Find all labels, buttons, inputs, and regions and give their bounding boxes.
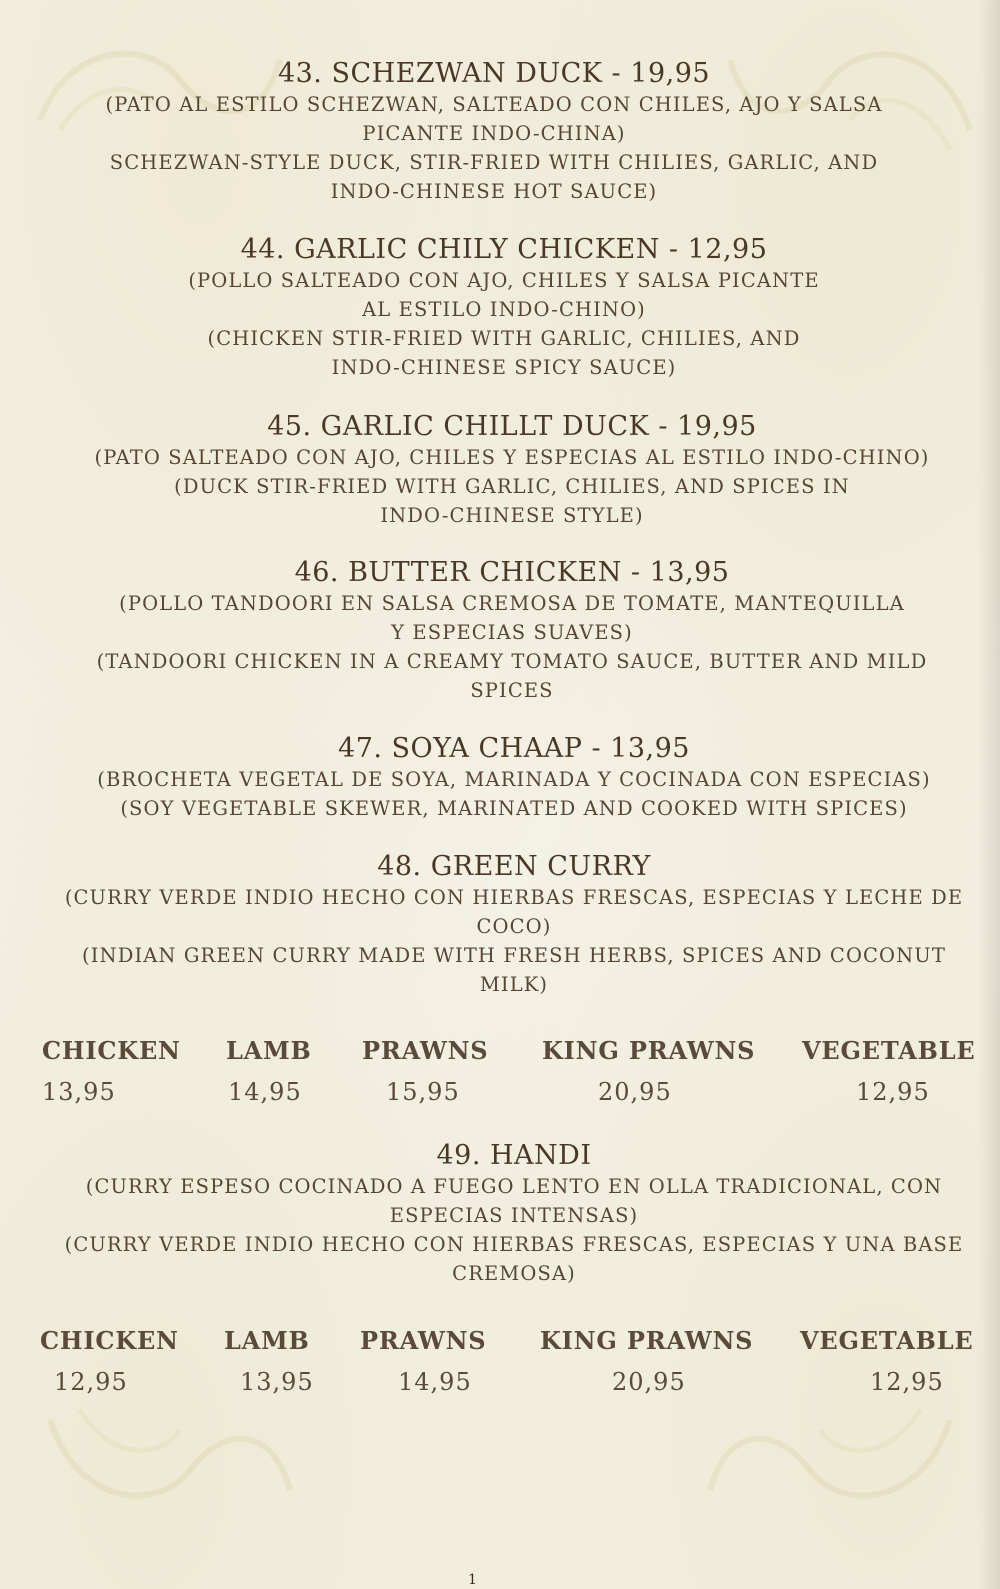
price-header-vegetable: VEGETABLE bbox=[802, 1036, 976, 1065]
item-desc-line: (PATO AL ESTILO SCHEZWAN, SALTEADO CON CHILES, AJO Y SALSA bbox=[105, 93, 883, 116]
price-value-chicken: 13,95 bbox=[42, 1078, 116, 1106]
item-desc-line: SCHEZWAN-STYLE DUCK, STIR-FRIED WITH CHILIES, GARLIC, AND bbox=[109, 151, 879, 174]
item-desc-line: (TANDOORI CHICKEN IN A CREAMY TOMATO SAUCE, BUTTER AND MILD bbox=[96, 650, 928, 673]
item-desc-line: MILK) bbox=[479, 973, 549, 996]
item-desc-line: CREMOSA) bbox=[452, 1262, 576, 1285]
item-title: 43. SCHEZWAN DUCK - 19,95 bbox=[277, 58, 711, 89]
price-header-chicken: CHICKEN bbox=[42, 1036, 181, 1065]
item-desc-line: (CHICKEN STIR-FRIED WITH GARLIC, CHILIES, AND bbox=[207, 327, 801, 350]
price-header-lamb: LAMB bbox=[224, 1326, 310, 1355]
price-value-chicken: 12,95 bbox=[54, 1368, 128, 1396]
price-value-lamb: 14,95 bbox=[228, 1078, 302, 1106]
item-title: 46. BUTTER CHICKEN - 13,95 bbox=[294, 557, 730, 588]
menu-item-46 bbox=[12, 557, 1000, 705]
item-desc-line: PICANTE INDO-CHINA) bbox=[362, 122, 626, 145]
item-desc-line: ESPECIAS INTENSAS) bbox=[389, 1204, 639, 1227]
price-header-prawns: PRAWNS bbox=[362, 1036, 489, 1065]
price-value-vegetable: 12,95 bbox=[856, 1078, 930, 1106]
menu-item-47 bbox=[14, 733, 1000, 823]
menu-item-48 bbox=[14, 851, 1000, 999]
item-desc-line: Y ESPECIAS SUAVES) bbox=[391, 621, 633, 644]
menu-item-44 bbox=[4, 234, 1000, 382]
menu-item-43 bbox=[0, 58, 994, 206]
corner-flourish-bottom-left bbox=[40, 1400, 300, 1540]
item-desc-line: (SOY VEGETABLE SKEWER, MARINATED AND COOKED WITH SPICES) bbox=[120, 797, 908, 820]
corner-flourish-bottom-right bbox=[700, 1400, 960, 1540]
menu-item-45 bbox=[12, 411, 1000, 530]
handi-price-table bbox=[0, 1326, 1000, 1416]
item-desc-line: (BROCHETA VEGETAL DE SOYA, MARINADA Y COCINADA CON ESPECIAS) bbox=[97, 768, 931, 791]
item-desc-line: COCO) bbox=[476, 915, 552, 938]
page-number: 1 bbox=[468, 1572, 477, 1588]
item-title: 47. SOYA CHAAP - 13,95 bbox=[338, 733, 690, 764]
price-header-chicken: CHICKEN bbox=[40, 1326, 179, 1355]
menu-item-49 bbox=[14, 1140, 1000, 1288]
price-header-vegetable: VEGETABLE bbox=[800, 1326, 974, 1355]
item-desc-line: (CURRY VERDE INDIO HECHO CON HIERBAS FRESCAS, ESPECIAS Y UNA BASE bbox=[64, 1233, 964, 1256]
item-desc-line: (PATO SALTEADO CON AJO, CHILES Y ESPECIAS AL ESTILO INDO-CHINO) bbox=[94, 446, 930, 469]
page-edge-shadow bbox=[978, 0, 1000, 1589]
item-title: 49. HANDI bbox=[436, 1140, 592, 1171]
item-desc-line: (DUCK STIR-FRIED WITH GARLIC, CHILIES, AND SPICES IN bbox=[174, 475, 850, 498]
item-desc-line: INDO-CHINESE STYLE) bbox=[380, 504, 644, 527]
item-title: 48. GREEN CURRY bbox=[377, 851, 651, 882]
price-header-king-prawns: KING PRAWNS bbox=[540, 1326, 754, 1355]
item-desc-line: (CURRY VERDE INDIO HECHO CON HIERBAS FRESCAS, ESPECIAS Y LECHE DE bbox=[64, 886, 964, 909]
item-desc-line: AL ESTILO INDO-CHINO) bbox=[362, 298, 646, 321]
item-desc-line: SPICES bbox=[470, 679, 554, 702]
price-value-king-prawns: 20,95 bbox=[612, 1368, 686, 1396]
item-desc-line: (POLLO SALTEADO CON AJO, CHILES Y SALSA PICANTE bbox=[188, 269, 820, 292]
price-value-king-prawns: 20,95 bbox=[598, 1078, 672, 1106]
price-value-prawns: 14,95 bbox=[398, 1368, 472, 1396]
item-title: 45. GARLIC CHILLT DUCK - 19,95 bbox=[267, 411, 757, 442]
item-desc-line: (INDIAN GREEN CURRY MADE WITH FRESH HERBS, SPICES AND COCONUT bbox=[82, 944, 946, 967]
price-value-vegetable: 12,95 bbox=[870, 1368, 944, 1396]
price-header-lamb: LAMB bbox=[226, 1036, 312, 1065]
price-value-prawns: 15,95 bbox=[386, 1078, 460, 1106]
item-desc-line: INDO-CHINESE HOT SAUCE) bbox=[330, 180, 658, 203]
item-desc-line: (CURRY ESPESO COCINADO A FUEGO LENTO EN OLLA TRADICIONAL, CON bbox=[85, 1175, 943, 1198]
price-header-king-prawns: KING PRAWNS bbox=[542, 1036, 756, 1065]
price-header-prawns: PRAWNS bbox=[360, 1326, 487, 1355]
item-title: 44. GARLIC CHILY CHICKEN - 12,95 bbox=[240, 234, 768, 265]
item-desc-line: (POLLO TANDOORI EN SALSA CREMOSA DE TOMATE, MANTEQUILLA bbox=[119, 592, 905, 615]
price-value-lamb: 13,95 bbox=[240, 1368, 314, 1396]
green-curry-price-table bbox=[0, 1036, 1000, 1126]
item-desc-line: INDO-CHINESE SPICY SAUCE) bbox=[331, 356, 677, 379]
